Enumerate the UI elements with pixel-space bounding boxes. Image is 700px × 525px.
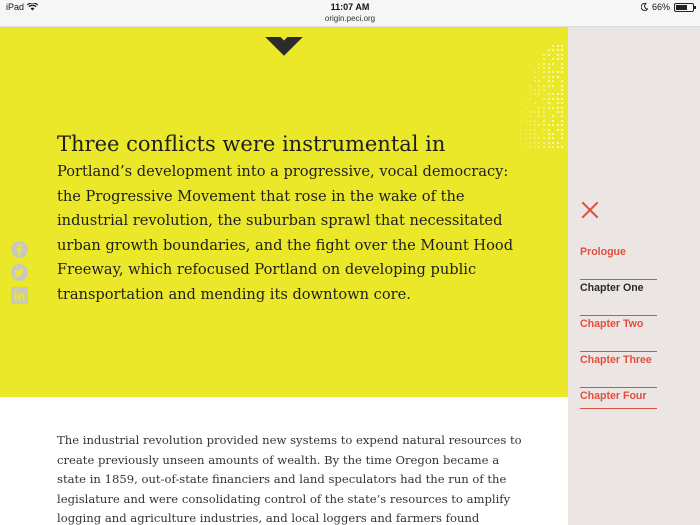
pattern-dot — [529, 146, 531, 148]
pattern-dot — [538, 80, 540, 82]
pattern-dot — [534, 76, 536, 78]
pattern-dot — [529, 137, 531, 139]
pattern-dot — [538, 111, 540, 113]
pattern-dot — [548, 102, 550, 104]
pattern-dot — [529, 115, 531, 117]
pattern-dot — [552, 133, 554, 135]
chapter-item-one[interactable] — [580, 280, 657, 316]
pattern-dot — [543, 146, 545, 148]
pattern-dot — [548, 142, 550, 144]
pattern-dot — [538, 115, 540, 117]
pattern-dot — [529, 89, 531, 91]
status-bar — [0, 0, 700, 27]
chapter-label: Chapter Three — [580, 354, 652, 366]
pattern-dot — [538, 67, 540, 69]
pattern-dot — [525, 102, 527, 104]
chapter-list — [580, 244, 657, 409]
pattern-dot — [548, 67, 550, 69]
pattern-dot — [534, 111, 536, 113]
chapter-label: Prologue — [580, 246, 626, 258]
pattern-dot — [538, 89, 540, 91]
pattern-dot — [548, 49, 550, 51]
pattern-dot — [548, 146, 550, 148]
pattern-dot — [561, 98, 563, 100]
pattern-dot — [552, 49, 554, 51]
article-body — [57, 431, 527, 525]
pattern-dot — [543, 89, 545, 91]
pattern-dot — [552, 107, 554, 109]
pattern-dot — [552, 98, 554, 100]
chapter-nav-panel — [568, 27, 700, 525]
battery-level — [676, 5, 687, 10]
lead-body: Portland’s development into a progressive, vocal democracy: the Progressive Movement that rose in the wake of the industrial revolution, the suburban sprawl that necessitated urban growth boundaries, and the fight over the Mount Hood Freeway, which refocused Portland on developing public transportation and mending its downtown core. — [57, 163, 514, 303]
pattern-dot — [561, 120, 563, 122]
pattern-dot — [543, 67, 545, 69]
address-bar-url[interactable]: origin.peci.org — [324, 14, 376, 23]
moon-icon — [641, 3, 648, 11]
pattern-dot — [557, 71, 559, 73]
pattern-dot — [552, 63, 554, 65]
pattern-dot — [548, 76, 550, 78]
pattern-dot — [561, 129, 563, 131]
chapter-item-prologue[interactable] — [580, 244, 657, 280]
pattern-dot — [548, 80, 550, 82]
pattern-dot — [543, 54, 545, 56]
pattern-dot — [561, 80, 563, 82]
pattern-dot — [561, 89, 563, 91]
pattern-dot — [538, 107, 540, 109]
pattern-dot — [543, 71, 545, 73]
pattern-dot — [561, 63, 563, 65]
pattern-dot — [561, 45, 563, 47]
chapter-item-three[interactable] — [580, 352, 657, 388]
pattern-dot — [538, 63, 540, 65]
pattern-dot — [538, 93, 540, 95]
pattern-dot — [534, 89, 536, 91]
pattern-dot — [561, 58, 563, 60]
pattern-dot — [561, 102, 563, 104]
pattern-dot — [552, 85, 554, 87]
linkedin-icon[interactable] — [11, 287, 28, 304]
pattern-dot — [557, 142, 559, 144]
pattern-dot — [543, 63, 545, 65]
pattern-dot — [529, 98, 531, 100]
pattern-dot — [543, 76, 545, 78]
pattern-dot — [543, 98, 545, 100]
pattern-dot — [548, 133, 550, 135]
pattern-dot — [543, 111, 545, 113]
pattern-dot — [525, 120, 527, 122]
pattern-dot — [561, 115, 563, 117]
pattern-dot — [548, 107, 550, 109]
pattern-dot — [548, 85, 550, 87]
chapter-item-two[interactable] — [580, 316, 657, 352]
pattern-dot — [543, 137, 545, 139]
pattern-dot — [520, 115, 522, 117]
pattern-dot — [543, 124, 545, 126]
pattern-dot — [552, 71, 554, 73]
close-icon[interactable] — [581, 201, 599, 219]
chapter-label: Chapter One — [580, 282, 644, 294]
lead-paragraph — [57, 130, 527, 308]
pattern-dot — [552, 142, 554, 144]
pattern-dot — [548, 129, 550, 131]
pattern-dot — [538, 85, 540, 87]
battery-icon — [674, 3, 694, 12]
pattern-dot — [552, 93, 554, 95]
pattern-dot — [520, 124, 522, 126]
device-name: iPad — [6, 2, 25, 12]
pattern-dot — [529, 85, 531, 87]
chapter-label: Chapter Four — [580, 390, 647, 402]
pattern-dot — [534, 124, 536, 126]
pattern-dot — [557, 146, 559, 148]
pattern-dot — [552, 137, 554, 139]
pattern-dot — [534, 102, 536, 104]
pattern-dot — [543, 129, 545, 131]
chapter-item-four[interactable] — [580, 388, 657, 409]
pattern-dot — [543, 58, 545, 60]
pattern-dot — [548, 54, 550, 56]
pattern-dot — [538, 137, 540, 139]
pattern-dot — [561, 107, 563, 109]
pattern-dot — [534, 71, 536, 73]
pattern-dot — [561, 85, 563, 87]
pattern-dot — [552, 120, 554, 122]
pattern-dot — [548, 71, 550, 73]
pattern-dot — [561, 133, 563, 135]
pattern-dot — [557, 124, 559, 126]
pattern-dot — [534, 133, 536, 135]
pattern-dot — [557, 54, 559, 56]
pattern-dot — [561, 93, 563, 95]
pattern-dot — [557, 76, 559, 78]
pattern-dot — [525, 107, 527, 109]
pattern-dot — [543, 142, 545, 144]
dot-pattern — [520, 45, 568, 150]
pattern-dot — [548, 93, 550, 95]
pattern-dot — [561, 49, 563, 51]
pattern-dot — [534, 93, 536, 95]
pattern-dot — [529, 124, 531, 126]
pattern-dot — [552, 146, 554, 148]
pattern-dot — [561, 111, 563, 113]
pattern-dot — [557, 93, 559, 95]
body-paragraph: The industrial revolution provided new systems to expend natural resources to create previously unseen amounts of wealth. By the time Oregon became a state in 1859, out-of-state financiers and land speculators had the run of the legislature and were consolidating control of the state’s resources to amplify logging and agriculture industries, and local loggers and farmers found — [57, 433, 522, 525]
pattern-dot — [529, 120, 531, 122]
pattern-dot — [548, 124, 550, 126]
pattern-dot — [552, 58, 554, 60]
pattern-dot — [557, 102, 559, 104]
pattern-dot — [557, 111, 559, 113]
pattern-dot — [557, 58, 559, 60]
pattern-dot — [529, 129, 531, 131]
chapter-label: Chapter Two — [580, 318, 644, 330]
pattern-dot — [552, 124, 554, 126]
pattern-dot — [520, 111, 522, 113]
pattern-dot — [561, 67, 563, 69]
pattern-dot — [548, 63, 550, 65]
pattern-dot — [543, 85, 545, 87]
pattern-dot — [552, 115, 554, 117]
pattern-dot — [557, 49, 559, 51]
pattern-dot — [557, 107, 559, 109]
social-share-bar — [11, 241, 28, 304]
pattern-dot — [552, 45, 554, 47]
facebook-icon[interactable] — [11, 241, 28, 258]
pattern-dot — [561, 137, 563, 139]
pattern-dot — [552, 76, 554, 78]
pattern-dot — [543, 107, 545, 109]
pattern-dot — [561, 54, 563, 56]
twitter-icon[interactable] — [11, 264, 28, 281]
status-time: 11:07 AM — [330, 2, 370, 12]
status-right — [641, 2, 694, 12]
pattern-dot — [557, 129, 559, 131]
pattern-dot — [557, 98, 559, 100]
pattern-dot — [543, 120, 545, 122]
pattern-dot — [548, 98, 550, 100]
pattern-dot — [538, 124, 540, 126]
pattern-dot — [561, 71, 563, 73]
pattern-dot — [538, 146, 540, 148]
pattern-dot — [561, 124, 563, 126]
pattern-dot — [561, 146, 563, 148]
lead-heading: Three conflicts were instrumental in — [57, 132, 446, 156]
pattern-dot — [529, 111, 531, 113]
pattern-dot — [552, 80, 554, 82]
pattern-dot — [534, 120, 536, 122]
pattern-dot — [557, 45, 559, 47]
pattern-dot — [529, 142, 531, 144]
pattern-dot — [548, 137, 550, 139]
pattern-dot — [534, 80, 536, 82]
pattern-dot — [534, 146, 536, 148]
pattern-dot — [534, 137, 536, 139]
pattern-dot — [543, 115, 545, 117]
pattern-dot — [534, 142, 536, 144]
pattern-dot — [529, 133, 531, 135]
battery-percent: 66% — [651, 2, 670, 12]
pattern-dot — [538, 142, 540, 144]
pattern-dot — [534, 129, 536, 131]
pattern-dot — [520, 120, 522, 122]
